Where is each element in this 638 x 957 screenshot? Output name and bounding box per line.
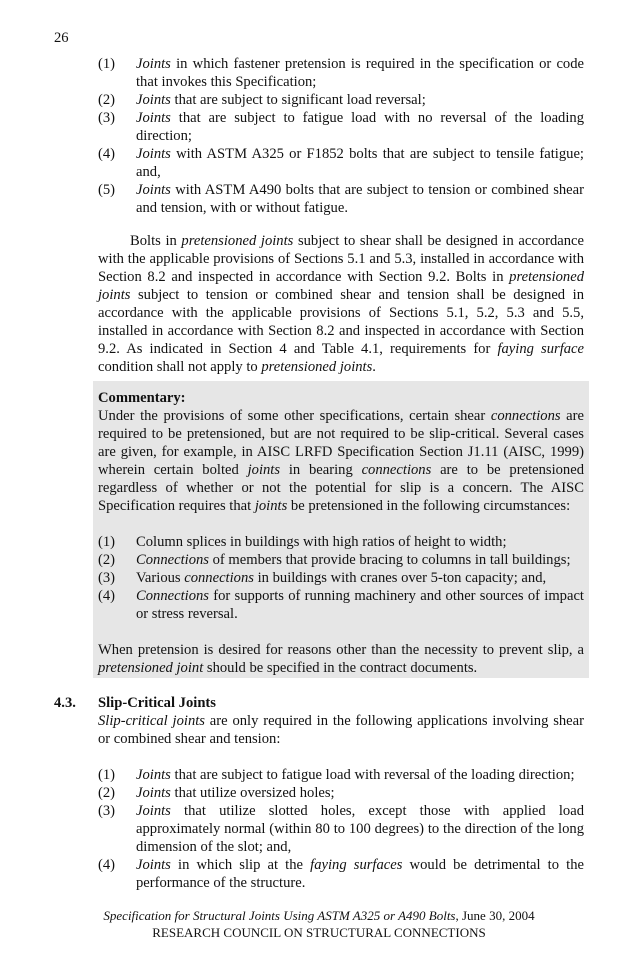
commentary-heading: Commentary: <box>98 390 186 406</box>
footer-title: Specification for Structural Joints Using ASTM A325 or A490 Bolts, June 30, 2004 <box>103 908 535 923</box>
list-item: (3) Joints that are subject to fatigue load with no reversal of the loading direction; <box>98 110 584 144</box>
commentary-closing-paragraph: When pretension is desired for reasons other than the necessity to prevent slip, a pretensioned joint should be specified in the contract documents. <box>98 642 584 676</box>
list-item: (2) Joints that utilize oversized holes; <box>98 785 335 801</box>
section-number: 4.3. <box>54 695 76 711</box>
pretension-required-list <box>98 55 584 217</box>
commentary-paragraph: Under the provisions of some other specifications, certain shear connections are required to be pretensioned, but are not required to be slip-critical. Several cases are given, for example, in AISC LRFD Specification Section J1.11 (AISC, 1999) wherein certain bolted joints in bearing connections are to be pretensioned regardless of whether or not the potential for slip is a concern. The AISC Specification requires that joints be pretensioned in the following circumstances: <box>98 408 584 514</box>
list-item: (1) Column splices in buildings with high ratios of height to width; <box>98 534 507 550</box>
list-item: (2) Connections of members that provide bracing to columns in tall buildings; <box>98 552 571 568</box>
list-item: (4) Joints in which slip at the faying surfaces would be detrimental to the performance of the structure. <box>98 857 584 891</box>
pretensioned-joints-paragraph: Bolts in pretensioned joints subject to shear shall be designed in accordance with the applicable provisions of Sections 5.1 and 5.3, installed in accordance with Section 8.2 and inspected in accordance with Section 9.2. Bolts in pretensioned joints subject to tension or combined shear and tension shall be designed in accordance with the applicable provisions of Sections 5.1, 5.2, 5.3 and 5.5, installed in accordance with Section 8.2 and inspected in accordance with Section 9.2. As indicated in Section 4 and Table 4.1, requirements for faying surface condition shall not apply to pretensioned joints. <box>98 233 584 375</box>
footer-publisher: RESEARCH COUNCIL ON STRUCTURAL CONNECTIONS <box>152 925 486 940</box>
commentary-list <box>98 533 584 623</box>
commentary-box <box>93 381 589 678</box>
list-item: (1) Joints that are subject to fatigue load with reversal of the loading direction; <box>98 767 575 783</box>
list-item: (5) Joints with ASTM A490 bolts that are subject to tension or combined shear and tension, with or without fatigue. <box>98 182 584 216</box>
list-item: (3) Various connections in buildings with cranes over 5-ton capacity; and, <box>98 570 547 586</box>
section-title: Slip-Critical Joints <box>98 695 216 711</box>
page-number: 26 <box>54 30 69 46</box>
page-footer <box>0 907 638 941</box>
section-intro: Slip-critical joints are only required in the following applications involving shear or combined shear and tension: <box>98 713 584 747</box>
list-item: (1) Joints in which fastener pretension is required in the specification or code that invokes this Specification; <box>98 56 584 90</box>
list-item: (3) Joints that utilize slotted holes, except those with applied load approximately normal (within 80 to 100 degrees) to the direction of the long dimension of the slot; and, <box>98 803 584 855</box>
slip-critical-list <box>98 766 584 892</box>
list-item: (2) Joints that are subject to significant load reversal; <box>98 92 426 108</box>
list-item: (4) Connections for supports of running machinery and other sources of impact or stress reversal. <box>98 588 584 622</box>
section-body <box>98 694 584 892</box>
list-item: (4) Joints with ASTM A325 or F1852 bolts that are subject to tensile fatigue; and, <box>98 146 584 180</box>
